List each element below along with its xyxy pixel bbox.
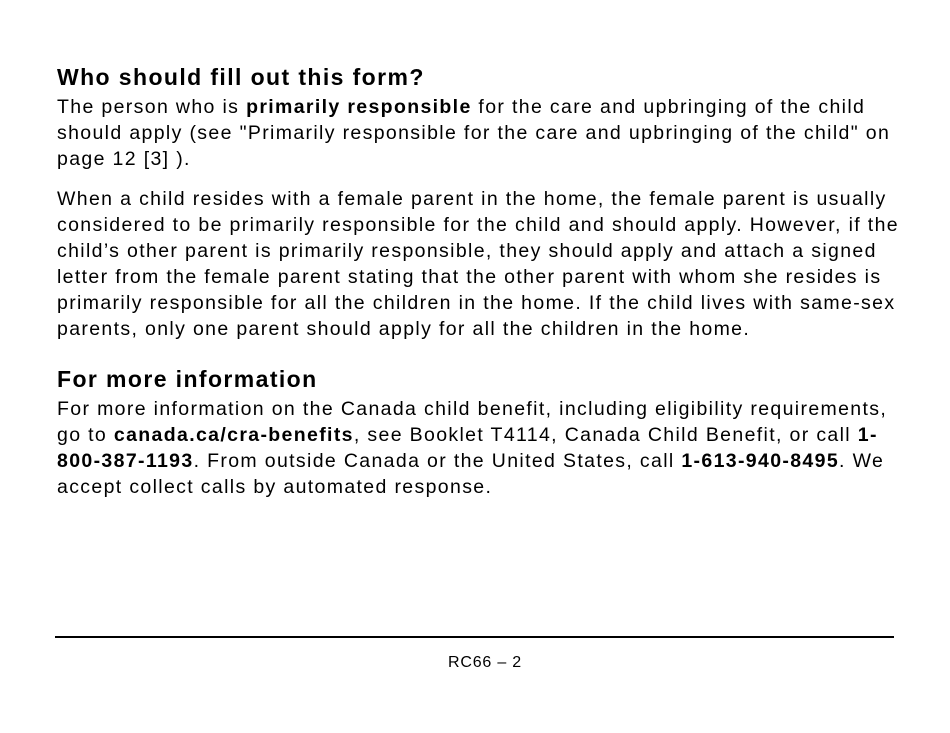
paragraph-female-parent: When a child resides with a female parent in the home, the female parent is usually considered to be primarily responsible for the child and should apply. However, if the child’s other parent is primarily responsible, they should apply and attach a signed letter from the female parent stating that the other parent with whom she resides is primarily responsible for all the children in the home. If the child lives with same-sex parents, only one parent should apply for all the children in the home. bbox=[57, 188, 899, 340]
section-who-should-fill bbox=[57, 60, 907, 342]
page-number: RC66 – 2 bbox=[448, 654, 522, 671]
paragraph-text: For more information on the Canada child benefit, including eligibility requirements, go to bbox=[57, 398, 888, 446]
section-heading-who-should-fill: Who should fill out this form? bbox=[57, 64, 425, 90]
website-link[interactable]: canada.ca/cra-benefits bbox=[113, 424, 354, 446]
bold-term-primarily-responsible: primarily responsible bbox=[246, 96, 472, 118]
paragraph-text: , see Booklet T4114, Canada Child Benefit, or call bbox=[353, 424, 858, 446]
paragraph-primary-responsible bbox=[57, 94, 907, 172]
paragraph-text: The person who is bbox=[57, 96, 247, 118]
footer-divider bbox=[55, 636, 894, 638]
paragraph-text: . We accept collect calls by automated response. bbox=[57, 450, 885, 498]
paragraph-contact-info bbox=[57, 396, 907, 500]
page-footer bbox=[0, 654, 950, 672]
section-more-information bbox=[57, 362, 907, 500]
paragraph-text: for the care and upbringing of the child should apply (see "Primarily responsible for the care and upbringing of the child" on page 12 [3] ). bbox=[57, 96, 891, 170]
paragraph-text: . From outside Canada or the United States, call bbox=[193, 450, 682, 472]
page-content bbox=[57, 60, 907, 500]
section-heading-more-information: For more information bbox=[57, 366, 318, 392]
phone-number-domestic: 1-800-387-1193 bbox=[57, 424, 878, 472]
phone-number-international: 1-613-940-8495 bbox=[681, 450, 840, 472]
